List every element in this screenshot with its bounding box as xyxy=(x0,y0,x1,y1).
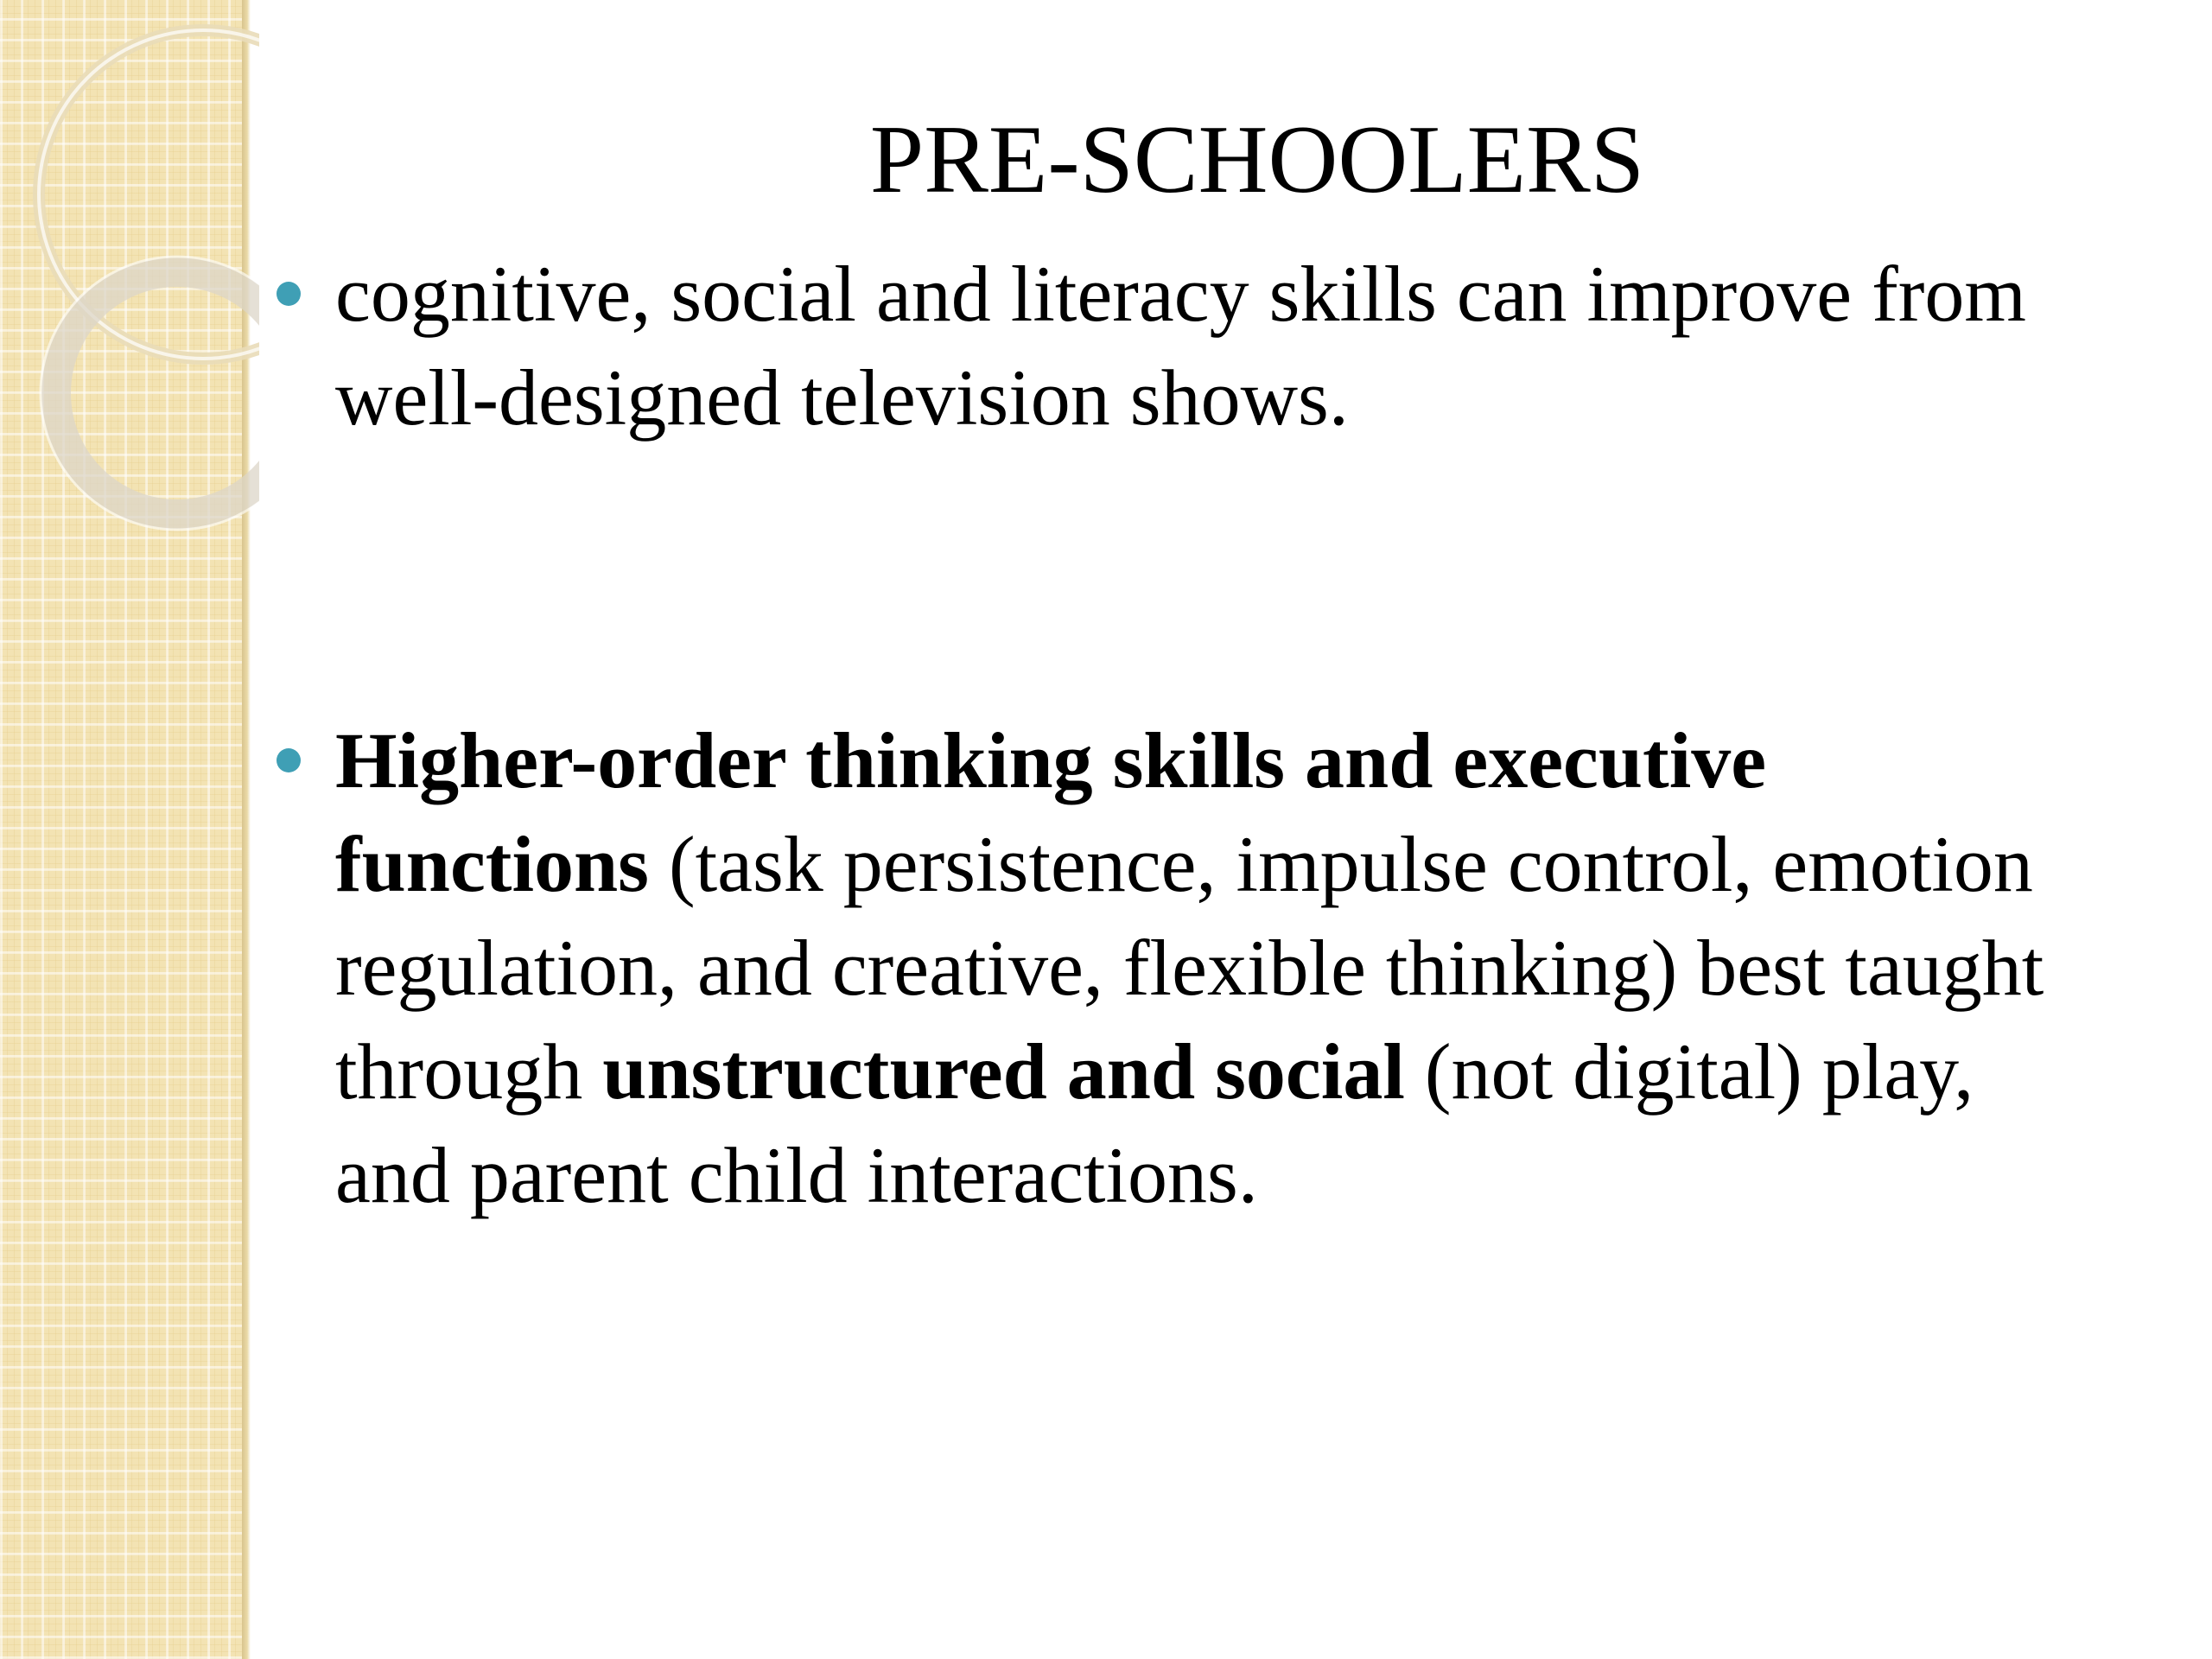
bullet-item xyxy=(276,709,2056,1365)
bullet-dot-icon xyxy=(276,748,301,772)
bullet-text xyxy=(335,709,2056,1227)
bullet-segment: (not digital) play, and parent child interactions. xyxy=(335,1027,1974,1219)
bullet-bold-segment: Higher-order thinking skills and executive functions xyxy=(335,716,1767,908)
bullet-bold-segment: unstructured and social xyxy=(602,1027,1405,1116)
slide-title: PRE-SCHOOLERS xyxy=(869,106,1645,213)
bullet-segment: cognitive, social and literacy skills can improve from well-designed television shows. xyxy=(335,250,2026,442)
bullet-segment: (task persistence, impulse control, emotion regulation, and creative, flexible thinking) best taught through xyxy=(335,820,2044,1116)
decorative-rings-icon xyxy=(0,0,259,553)
bullet-text xyxy=(335,242,2056,449)
bullet-dot-icon xyxy=(276,282,301,306)
bullet-item xyxy=(276,242,2056,467)
